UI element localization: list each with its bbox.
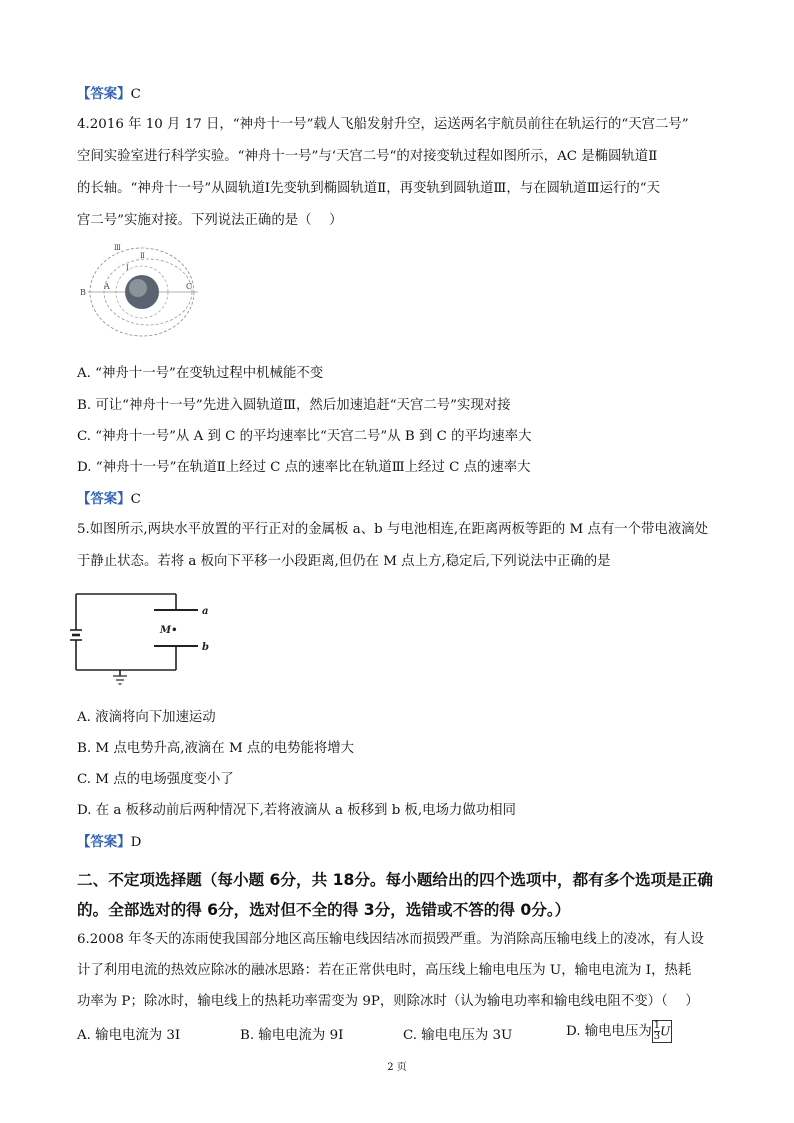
answer-q4 (77, 490, 141, 509)
label-III: Ⅲ (114, 244, 121, 252)
answer-bracket: 【答案】 (77, 491, 131, 507)
fraction-numerator: 1 (653, 1020, 661, 1031)
q6-stem-line-2: 计了利用电流的热效应除冰的融冰思路：若在正常供电时，高压线上输电电压为 U，输电电流为 I，热耗 (77, 963, 692, 978)
section-heading-line-2: 的。全部选对的得 6分，选对但不全的得 3分，选错或不答的得 0分。） (77, 901, 571, 919)
label-A: A (104, 282, 110, 291)
q6-option-d-prefix: D. 输电电压为 (566, 1024, 652, 1039)
answer-q3 (77, 85, 141, 104)
section-heading-line-1: 二、不定项选择题（每小题 6分，共 18分。每小题给出的四个选项中，都有多个选项是正确 (77, 871, 713, 889)
q4-stem-line-1: 4.2016 年 10 月 17 日，“神舟十一号”载人飞船发射升空，运送两名宇航员前往在轨运行的“天宫二号” (77, 117, 689, 132)
q5-option-c: C. M 点的电场强度变小了 (77, 772, 234, 787)
q6-stem-line-3: 功率为 P；除冰时，输电线上的热耗功率需变为 9P，则除冰时（认为输电功率和输电线电阻不变）（ ） (77, 994, 699, 1009)
circuit-diagram (70, 588, 220, 690)
q4-option-c: C. “神舟十一号”从 A 到 C 的平均速率比“天宫二号”从 B 到 C 的平均速率大 (77, 429, 532, 444)
label-C: C (186, 282, 193, 291)
answer-q5 (77, 833, 141, 852)
label-b: b (202, 642, 209, 653)
answer-value: D (130, 835, 142, 850)
battery-symbol (70, 630, 82, 640)
answer-value: C (130, 492, 141, 507)
q5-option-b: B. M 点电势升高,液滴在 M 点的电势能将增大 (77, 741, 355, 756)
q4-stem-line-2: 空间实验室进行科学实验。“神舟十一号”与‘天宫二号“的对接变轨过程如图所示，AC 是椭圆轨道Ⅱ (77, 149, 658, 164)
q6-stem-line-1: 6.2008 年冬天的冻雨使我国部分地区高压输电线因结冰而损毁严重。为消除高压输电线上的凌冰，有人设 (77, 932, 704, 947)
fraction-box (652, 1020, 673, 1043)
label-a: a (202, 606, 209, 617)
fraction-denominator: 3 (653, 1031, 661, 1042)
page-number: 2 页 (387, 1062, 407, 1073)
label-II: Ⅱ (140, 252, 145, 260)
earth-shade (129, 279, 147, 297)
q4-option-a: A. “神舟十一号”在变轨过程中机械能不变 (77, 366, 324, 381)
q4-stem-line-4: 宫二号”实施对接。下列说法正确的是（ ） (77, 213, 343, 228)
q4-stem-line-3: 的长轴。“神舟十一号”从圆轨道Ⅰ先变轨到椭圆轨道Ⅱ，再变轨到圆轨道Ⅲ，与在圆轨道Ⅲ运行的“天 (77, 181, 660, 196)
q6-option-c: C. 输电电压为 3U (403, 1028, 513, 1043)
q5-option-a: A. 液滴将向下加速运动 (77, 710, 216, 725)
ground-symbol (113, 676, 127, 684)
label-I: Ⅰ (126, 264, 129, 272)
q4-option-b: B. 可让“神舟十一号”先进入圆轨道Ⅲ，然后加速追赶“天宫二号”实现对接 (77, 398, 511, 413)
answer-bracket: 【答案】 (77, 834, 131, 850)
orbit-diagram (78, 240, 206, 348)
q5-stem-line-1: 5.如图所示,两块水平放置的平行正对的金属板 a、b 与电池相连,在距离两板等距的 M 点有一个带电液滴处 (77, 522, 708, 537)
answer-value: C (130, 87, 141, 102)
q6-option-d (566, 1020, 672, 1043)
label-M: M• (160, 625, 178, 636)
q6-option-a: A. 输电电流为 3I (77, 1028, 181, 1043)
q6-option-b: B. 输电电流为 9I (240, 1028, 344, 1043)
q5-option-d: D. 在 a 板移动前后两种情况下,若将液滴从 a 板移到 b 板,电场力做功相同 (77, 803, 516, 818)
q4-option-d: D. “神舟十一号”在轨道Ⅱ上经过 C 点的速率比在轨道Ⅲ上经过 C 点的速率大 (77, 460, 531, 475)
q5-stem-line-2: 于静止状态。若将 a 板向下平移一小段距离,但仍在 M 点上方,稳定后,下列说法中正确的是 (77, 554, 611, 569)
answer-bracket: 【答案】 (77, 86, 131, 102)
label-B: B (80, 288, 86, 297)
fraction-variable: U (660, 1024, 671, 1039)
